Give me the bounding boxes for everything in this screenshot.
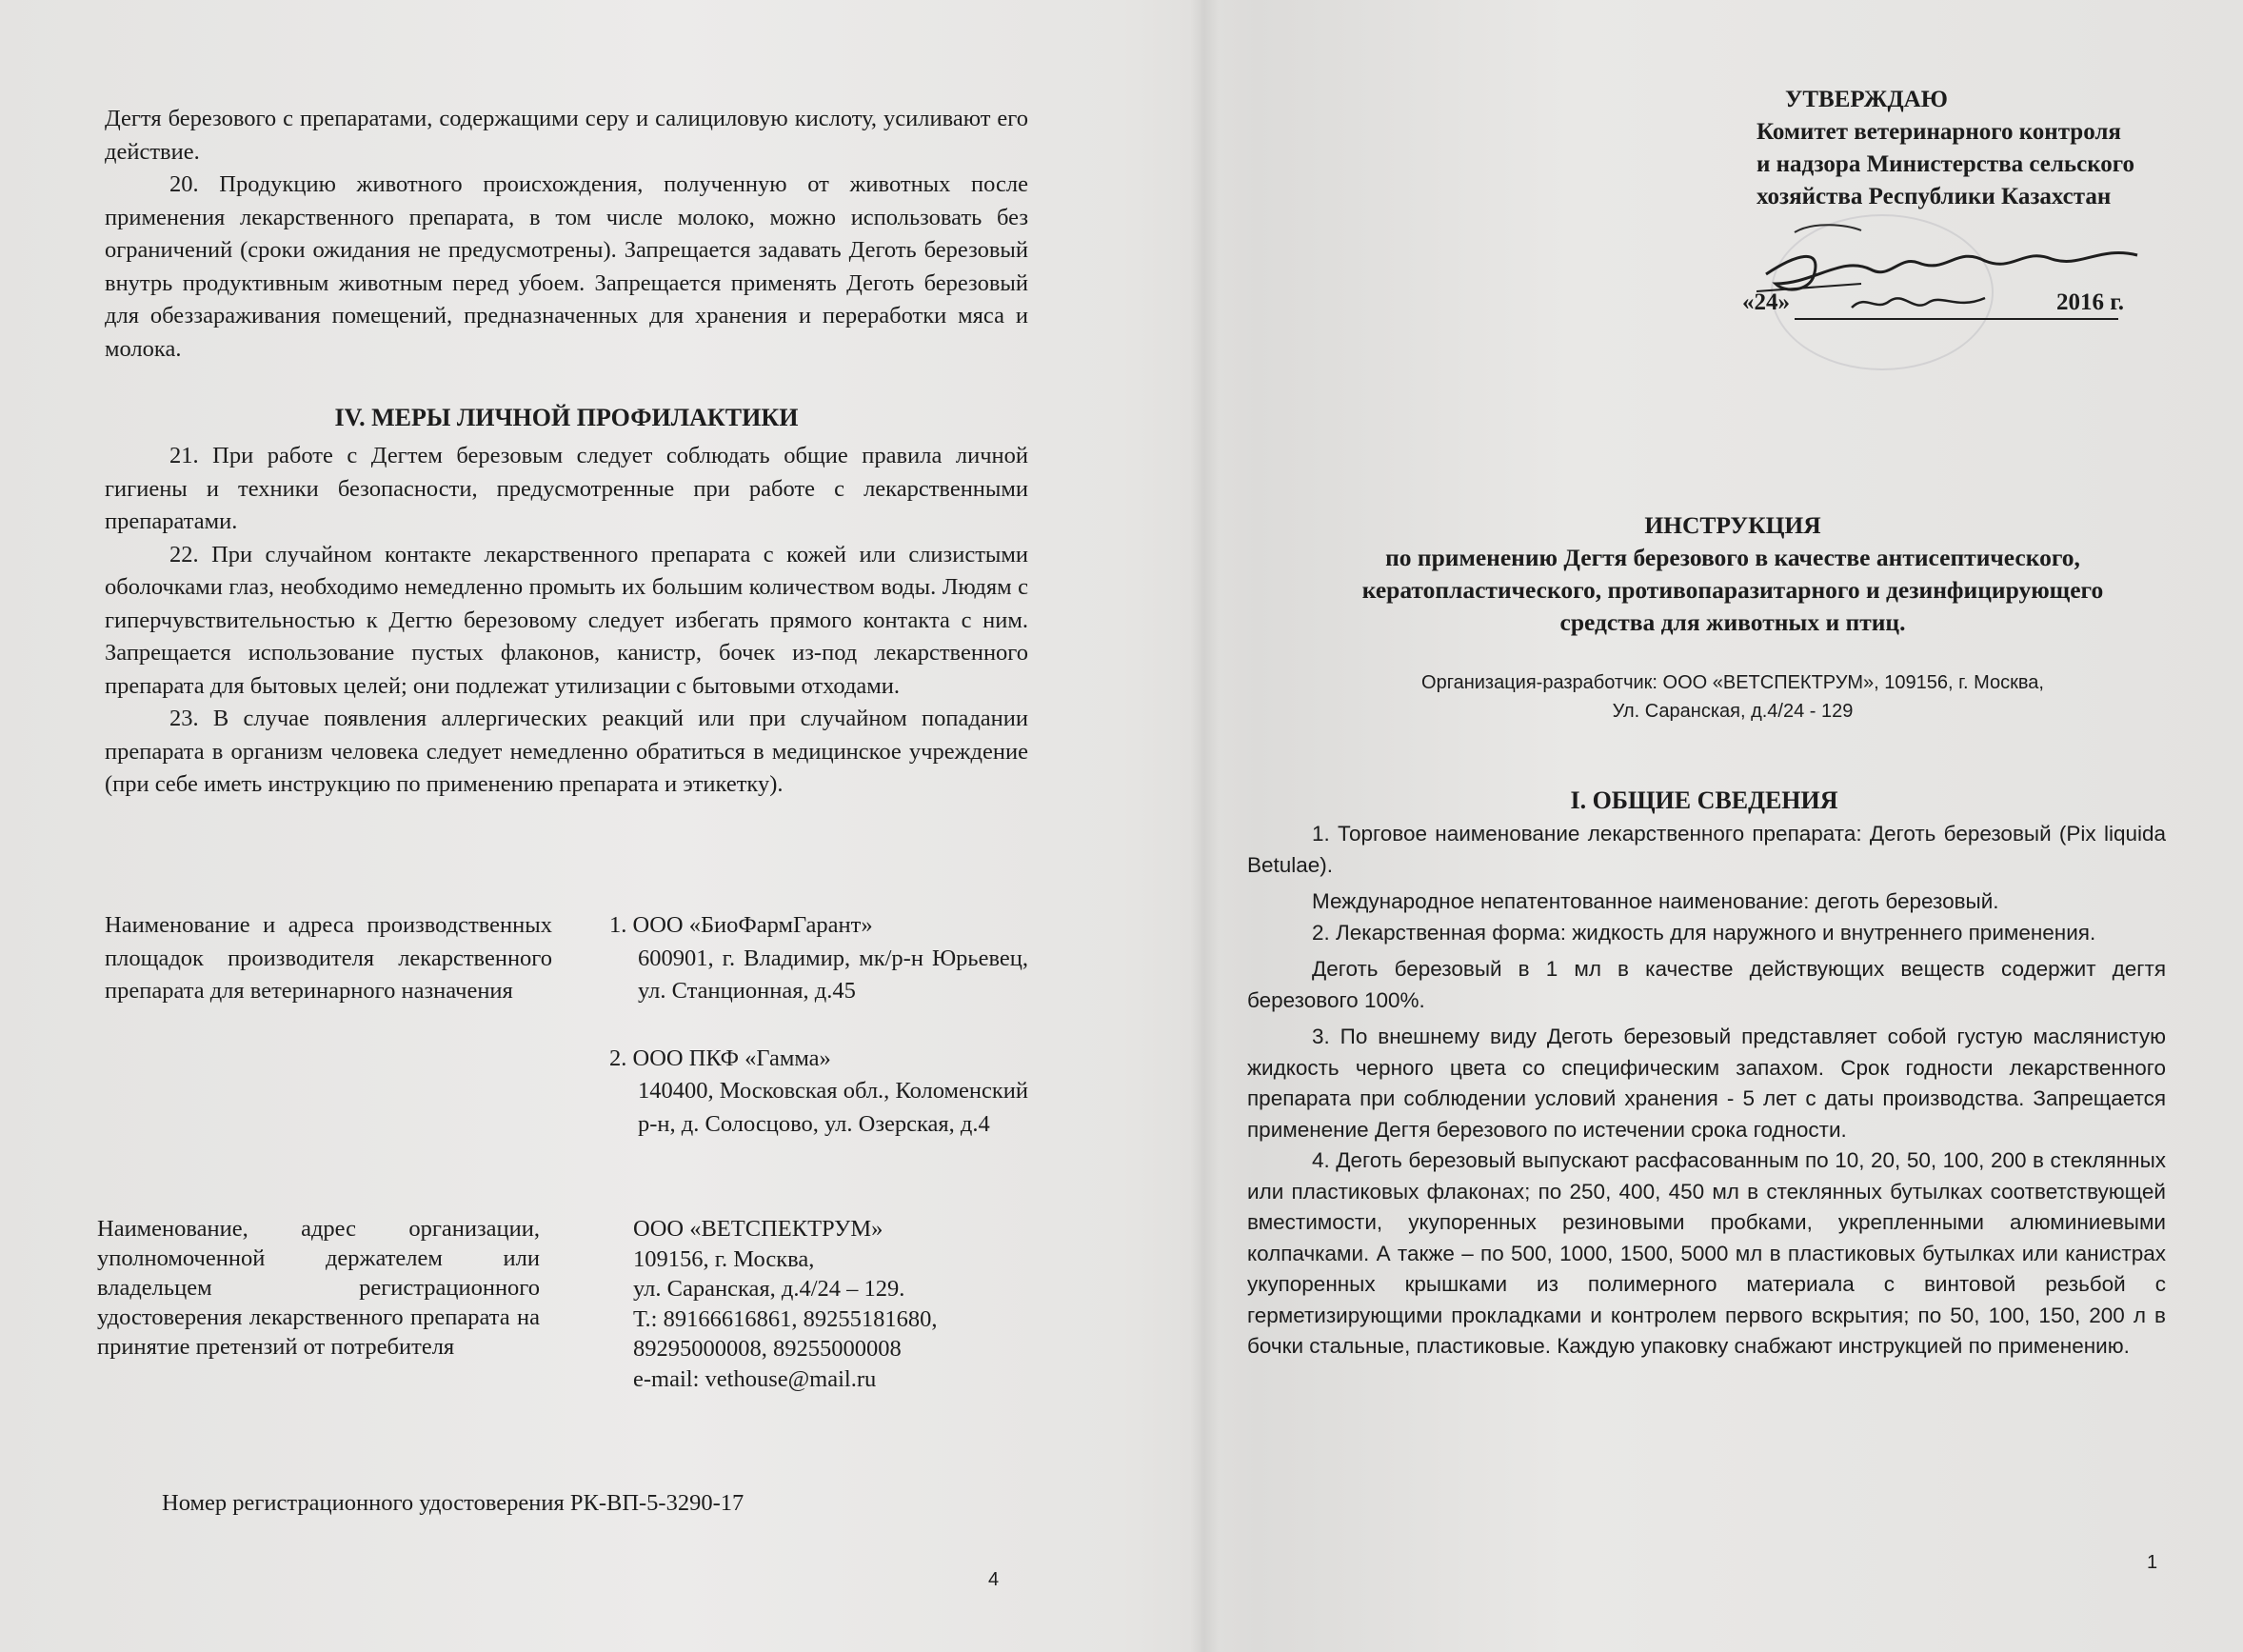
composition: Деготь березовый в 1 мл в качестве действующих веществ содержит дегтя березового 100%. xyxy=(1247,957,2166,1012)
month-handwriting xyxy=(1847,284,1990,322)
holder-line: 89295000008, 89255000008 xyxy=(633,1336,902,1362)
section-4-body xyxy=(105,440,1028,802)
developer-line-2: Ул. Саранская, д.4/24 - 129 xyxy=(1612,701,1854,722)
page-fold xyxy=(1190,0,1219,1652)
holder-line: 109156, г. Москва, xyxy=(633,1245,815,1272)
holder-line: ООО «ВЕТСПЕКТРУМ» xyxy=(633,1216,883,1242)
holder-values xyxy=(633,1214,1033,1394)
page-number-right: 1 xyxy=(2147,1552,2158,1573)
paragraph-top: Дегтя березового с препаратами, содержащими серу и салициловую кислоту, усиливают его действие. xyxy=(105,106,1028,165)
section-4-heading: IV. МЕРЫ ЛИЧНОЙ ПРОФИЛАКТИКИ xyxy=(334,404,799,431)
producer-2-address: 140400, Московская обл., Коломенский р-н, д. Солосцово, ул. Озерская, д.4 xyxy=(638,1078,1028,1137)
item-4: 4. Деготь березовый выпускают расфасованным по 10, 20, 50, 100, 200 в стеклянных или пластиковых флаконах; по 250, 400, 450 мл в стеклянных бутылках соответствующей вместимости, укупоренных резиновыми пробками, укрепленными алюминиевыми колпачками. А также – по 500, 1000, 1500, 5000 мл в пластиковых бутылках или канистрах укупоренных крышками из полимерного материала с винтовой резьбой с герметизирующими прокладками и контролем первого вскрытия; по 50, 100, 150, 200 л в бочки стальные, пластиковые. Каждую упаковку снабжают инструкцией по применению. xyxy=(1247,1148,2166,1358)
instruction-title: ИНСТРУКЦИЯ xyxy=(1644,511,1821,539)
item-23: 23. В случае появления аллергических реакций или при случайном попадании препарата в организм человека следует немедленно обратиться в медицинское учреждение (при себе иметь инструкцию по применению препарата и этикетку). xyxy=(105,706,1028,797)
approve-title: УТВЕРЖДАЮ xyxy=(1785,87,1948,112)
item-22: 22. При случайном контакте лекарственного препарата с кожей или слизистыми оболочками глаз, необходимо немедленно промыть их большим количеством воды. Людям с гиперчувствительностью к Дегтю березовому следует избегать прямого контакта с ним. Запрещается использование пустых флаконов, канистр, бочек из-под лекарственного препарата для бытовых целей; они подлежат утилизации с бытовыми отходами. xyxy=(105,541,1028,699)
producer-values xyxy=(609,909,1028,1141)
holder-label: Наименование, адрес организации, уполномоченной держателем или владельцем регистрационного удостоверения лекарственного препарата на принятие претензий от потребителя xyxy=(97,1216,540,1360)
item-1: 1. Торговое наименование лекарственного препарата: Деготь березовый (Pix liquida Betulae). xyxy=(1247,822,2166,877)
item-3: 3. По внешнему виду Деготь березовый представляет собой густую маслянистую жидкость черного цвета со специфическим запахом. Срок годности лекарственного препарата при соблюдении условий хранения - 5 лет с даты производства. Запрещается применение Дегтя березового по истечении срока годности. xyxy=(1247,1025,2166,1142)
item-2: 2. Лекарственная форма: жидкость для наружного и внутреннего применения. xyxy=(1312,920,2096,945)
inn-line: Международное непатентованное наименование: деготь березовый. xyxy=(1312,889,1999,913)
approve-line: и надзора Министерства сельского xyxy=(1757,151,2135,177)
producer-1-name: 1. ООО «БиоФармГарант» xyxy=(609,912,873,938)
holder-email: e-mail: vethouse@mail.ru xyxy=(633,1365,877,1392)
date-month-handwritten xyxy=(1847,284,1990,328)
date-day: «24» xyxy=(1742,289,1790,315)
section-1-heading: I. ОБЩИЕ СВЕДЕНИЯ xyxy=(1570,786,1838,814)
approve-line: Комитет ветеринарного контроля xyxy=(1757,119,2121,145)
section-1-body xyxy=(1247,819,2166,1363)
holder-line: ул. Саранская, д.4/24 – 129. xyxy=(633,1276,905,1302)
developer-block xyxy=(1314,668,2152,726)
producer-2-name: 2. ООО ПКФ «Гамма» xyxy=(609,1045,831,1071)
page-number-left: 4 xyxy=(988,1569,1000,1590)
instruction-title-block xyxy=(1314,509,2152,639)
holder-line: Т.: 89166616861, 89255181680, xyxy=(633,1305,938,1332)
item-20: 20. Продукцию животного происхождения, полученную от животных после применения лекарственного препарата, в том числе молоко, можно использовать без ограничений (сроки ожидания не предусмотрены). Запрещается задавать Деготь березовый внутрь продуктивным животным перед убоем. Запрещается применять Деготь березовый для обеззараживания помещений, предназначенных для хранения и переработки мяса и молока. xyxy=(105,171,1028,362)
developer-line-1: Организация-разработчик: ООО «ВЕТСПЕКТРУМ», 109156, г. Москва, xyxy=(1421,672,2044,693)
approval-block xyxy=(1757,84,2175,213)
date-year: 2016 г. xyxy=(2056,289,2125,315)
producer-label: Наименование и адреса производственных площадок производителя лекарственного препарата для ветеринарного назначения xyxy=(105,912,552,1004)
producer-1-address: 600901, г. Владимир, мк/р-н Юрьевец, ул. Станционная, д.45 xyxy=(638,945,1028,1004)
approve-line: хозяйства Республики Казахстан xyxy=(1757,184,2112,209)
registration-number: Номер регистрационного удостоверения РК-ВП-5-3290-17 xyxy=(162,1490,744,1516)
instruction-subtitle: по применению Дегтя березового в качестве антисептического, кератопластического, противопаразитарного и дезинфицирующего средства для животных и птиц. xyxy=(1361,544,2104,636)
left-top-text xyxy=(105,103,1028,366)
item-21: 21. При работе с Дегтем березовым следует соблюдать общие правила личной гигиены и техники безопасности, предусмотренные при работе с лекарственными препаратами. xyxy=(105,443,1028,534)
